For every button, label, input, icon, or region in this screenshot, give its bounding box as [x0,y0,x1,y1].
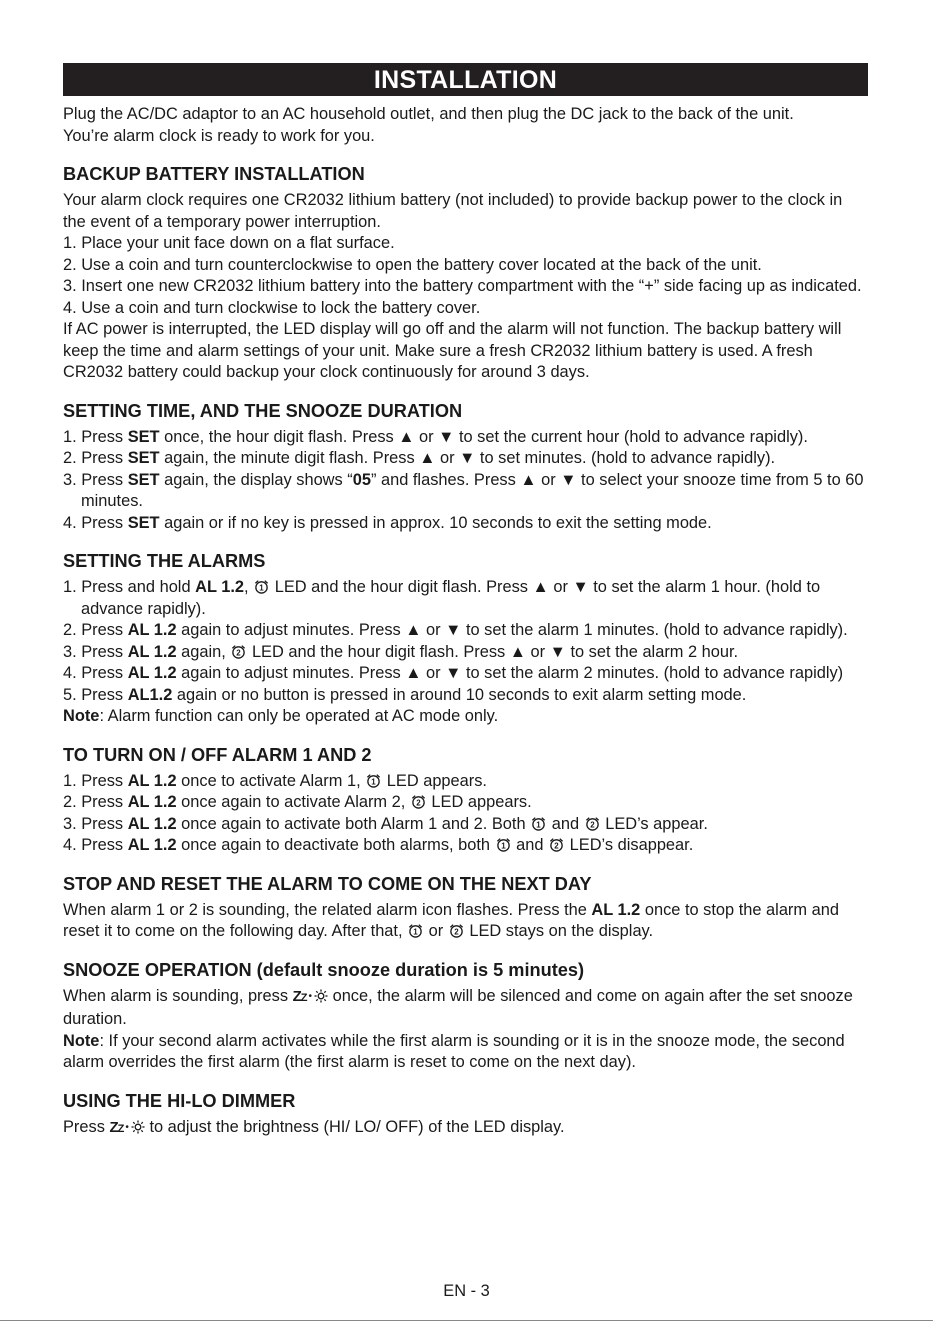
alarms-step: 4. Press AL 1.2 again to adjust minutes. Press ▲ or ▼ to set the alarm 2 minutes. (hold to advance rapidly) [63,664,844,682]
alarms-note: Note: Alarm function can only be operated at AC mode only. [63,707,499,725]
stop-section [63,872,868,943]
alarm-2-icon [549,837,564,852]
svg-text:1: 1 [371,776,376,786]
onoff-heading: TO TURN ON / OFF ALARM 1 AND 2 [63,744,372,765]
svg-text:2: 2 [454,927,459,937]
alarm-1-icon [531,816,546,831]
brightness-icon [131,1120,145,1134]
settime-step: 4. Press SET again or if no key is pressed in approx. 10 seconds to exit the setting mode. [63,513,712,532]
snooze-note: Note: If your second alarm activates while the first alarm is sounding or it is in the snooze mode, the second alarm overrides the first alarm (the first alarm is reset to come on the next day). [63,1031,845,1071]
svg-text:1: 1 [259,583,264,593]
alarms-section [63,549,868,728]
bottom-divider [0,1320,933,1321]
svg-text:1: 1 [536,819,541,829]
backup-step: 2. Use a coin and turn counterclockwise to open the battery cover located at the back of the unit. [63,255,762,274]
snooze-icon: ZZ [109,1118,124,1136]
snooze-text: When alarm is sounding, press ZZ • once, the alarm will be silenced and come on again after the set snooze duration. [63,986,853,1028]
backup-section [63,162,868,384]
snooze-icon: ZZ [292,987,307,1005]
alarm-2-icon [411,794,426,809]
page-title: INSTALLATION [63,63,868,96]
alarm-2-icon [449,923,464,938]
manual-page [63,63,868,1140]
settime-section [63,399,868,535]
settime-step: 2. Press SET again, the minute digit flash. Press ▲ or ▼ to set minutes. (hold to advance rapidly). [63,449,776,467]
snooze-section [63,958,868,1074]
alarm-2-icon [585,816,600,831]
onoff-step: 2. Press AL 1.2 once again to activate Alarm 2, 2 LED appears. [63,793,532,811]
svg-text:1: 1 [500,841,506,851]
onoff-step: 1. Press AL 1.2 once to activate Alarm 1, 1 LED appears. [63,771,487,790]
dimmer-section [63,1089,868,1141]
page-number: EN - 3 [443,1282,490,1300]
stop-heading: STOP AND RESET THE ALARM TO COME ON THE NEXT DAY [63,873,592,894]
alarm-1-icon [408,923,423,938]
alarms-step: 1. Press and hold AL 1.2, 1 LED and the hour digit flash. Press ▲ or ▼ to set the alarm 1 hour. (hold to advance rapidly). [63,578,821,618]
settime-step: 1. Press SET once, the hour digit flash. Press ▲ or ▼ to set the current hour (hold to advance rapidly). [63,427,808,446]
dimmer-heading: USING THE HI-LO DIMMER [63,1090,296,1111]
backup-note: If AC power is interrupted, the LED display will go off and the alarm will not function. The backup battery will keep the time and alarm settings of your unit. Make sure a fresh CR2032 lithium battery is used. A fresh CR2032 battery could backup your clock continuously for around 3 days. [63,320,842,381]
svg-text:2: 2 [589,819,595,829]
snooze-heading: SNOOZE OPERATION (default snooze duration is 5 minutes) [63,959,585,980]
alarms-step: 5. Press AL1.2 again or no button is pressed in around 10 seconds to exit alarm setting mode. [63,685,747,704]
backup-lead: Your alarm clock requires one CR2032 lithium battery (not included) to provide backup power to the clock in the event of a temporary power interruption. [63,191,843,231]
dimmer-text: Press ZZ • to adjust the brightness (HI/ LO/ OFF) of the LED display. [63,1117,565,1136]
brightness-icon [314,989,328,1003]
onoff-step: 3. Press AL 1.2 once again to activate both Alarm 1 and 2. Both 1 and 2 LED’s appear. [63,814,708,833]
settime-heading: SETTING TIME, AND THE SNOOZE DURATION [63,400,463,421]
alarms-step: 2. Press AL 1.2 again to adjust minutes. Press ▲ or ▼ to set the alarm 1 minutes. (hold to advance rapidly). [63,621,848,639]
dot-separator: • [125,1121,129,1133]
backup-step: 3. Insert one new CR2032 lithium battery into the battery compartment with the “+” side facing up as indicated. [63,277,862,295]
settime-step: 3. Press SET again, the display shows “05” and flashes. Press ▲ or ▼ to select your snooze time from 5 to 60 minutes. [63,470,864,510]
alarm-1-icon [254,579,269,594]
intro [63,104,868,147]
alarm-1-icon [496,837,511,852]
svg-text:1: 1 [413,927,418,937]
intro-line: You’re alarm clock is ready to work for you. [63,126,375,145]
svg-text:2: 2 [554,841,559,851]
svg-text:2: 2 [236,647,242,657]
onoff-section [63,743,868,857]
dot-separator: • [308,990,313,1002]
svg-text:2: 2 [416,798,421,808]
onoff-step: 4. Press AL 1.2 once again to deactivate both alarms, both 1 and 2 LED’s disappear. [63,836,694,854]
alarm-1-icon [366,773,381,788]
backup-step: 1. Place your unit face down on a flat surface. [63,234,395,252]
stop-text: When alarm 1 or 2 is sounding, the related alarm icon flashes. Press the AL 1.2 once to stop the alarm and reset it to come on the following day. After that, 1 or 2 LED stays on the display. [63,900,839,940]
backup-step: 4. Use a coin and turn clockwise to lock the battery cover. [63,298,481,317]
alarms-heading: SETTING THE ALARMS [63,551,266,571]
alarm-2-icon [231,644,246,659]
backup-heading: BACKUP BATTERY INSTALLATION [63,164,365,184]
intro-line: Plug the AC/DC adaptor to an AC household outlet, and then plug the DC jack to the back of the unit. [63,105,794,123]
alarms-step: 3. Press AL 1.2 again, 2 LED and the hour digit flash. Press ▲ or ▼ to set the alarm 2 hour. [63,642,739,661]
